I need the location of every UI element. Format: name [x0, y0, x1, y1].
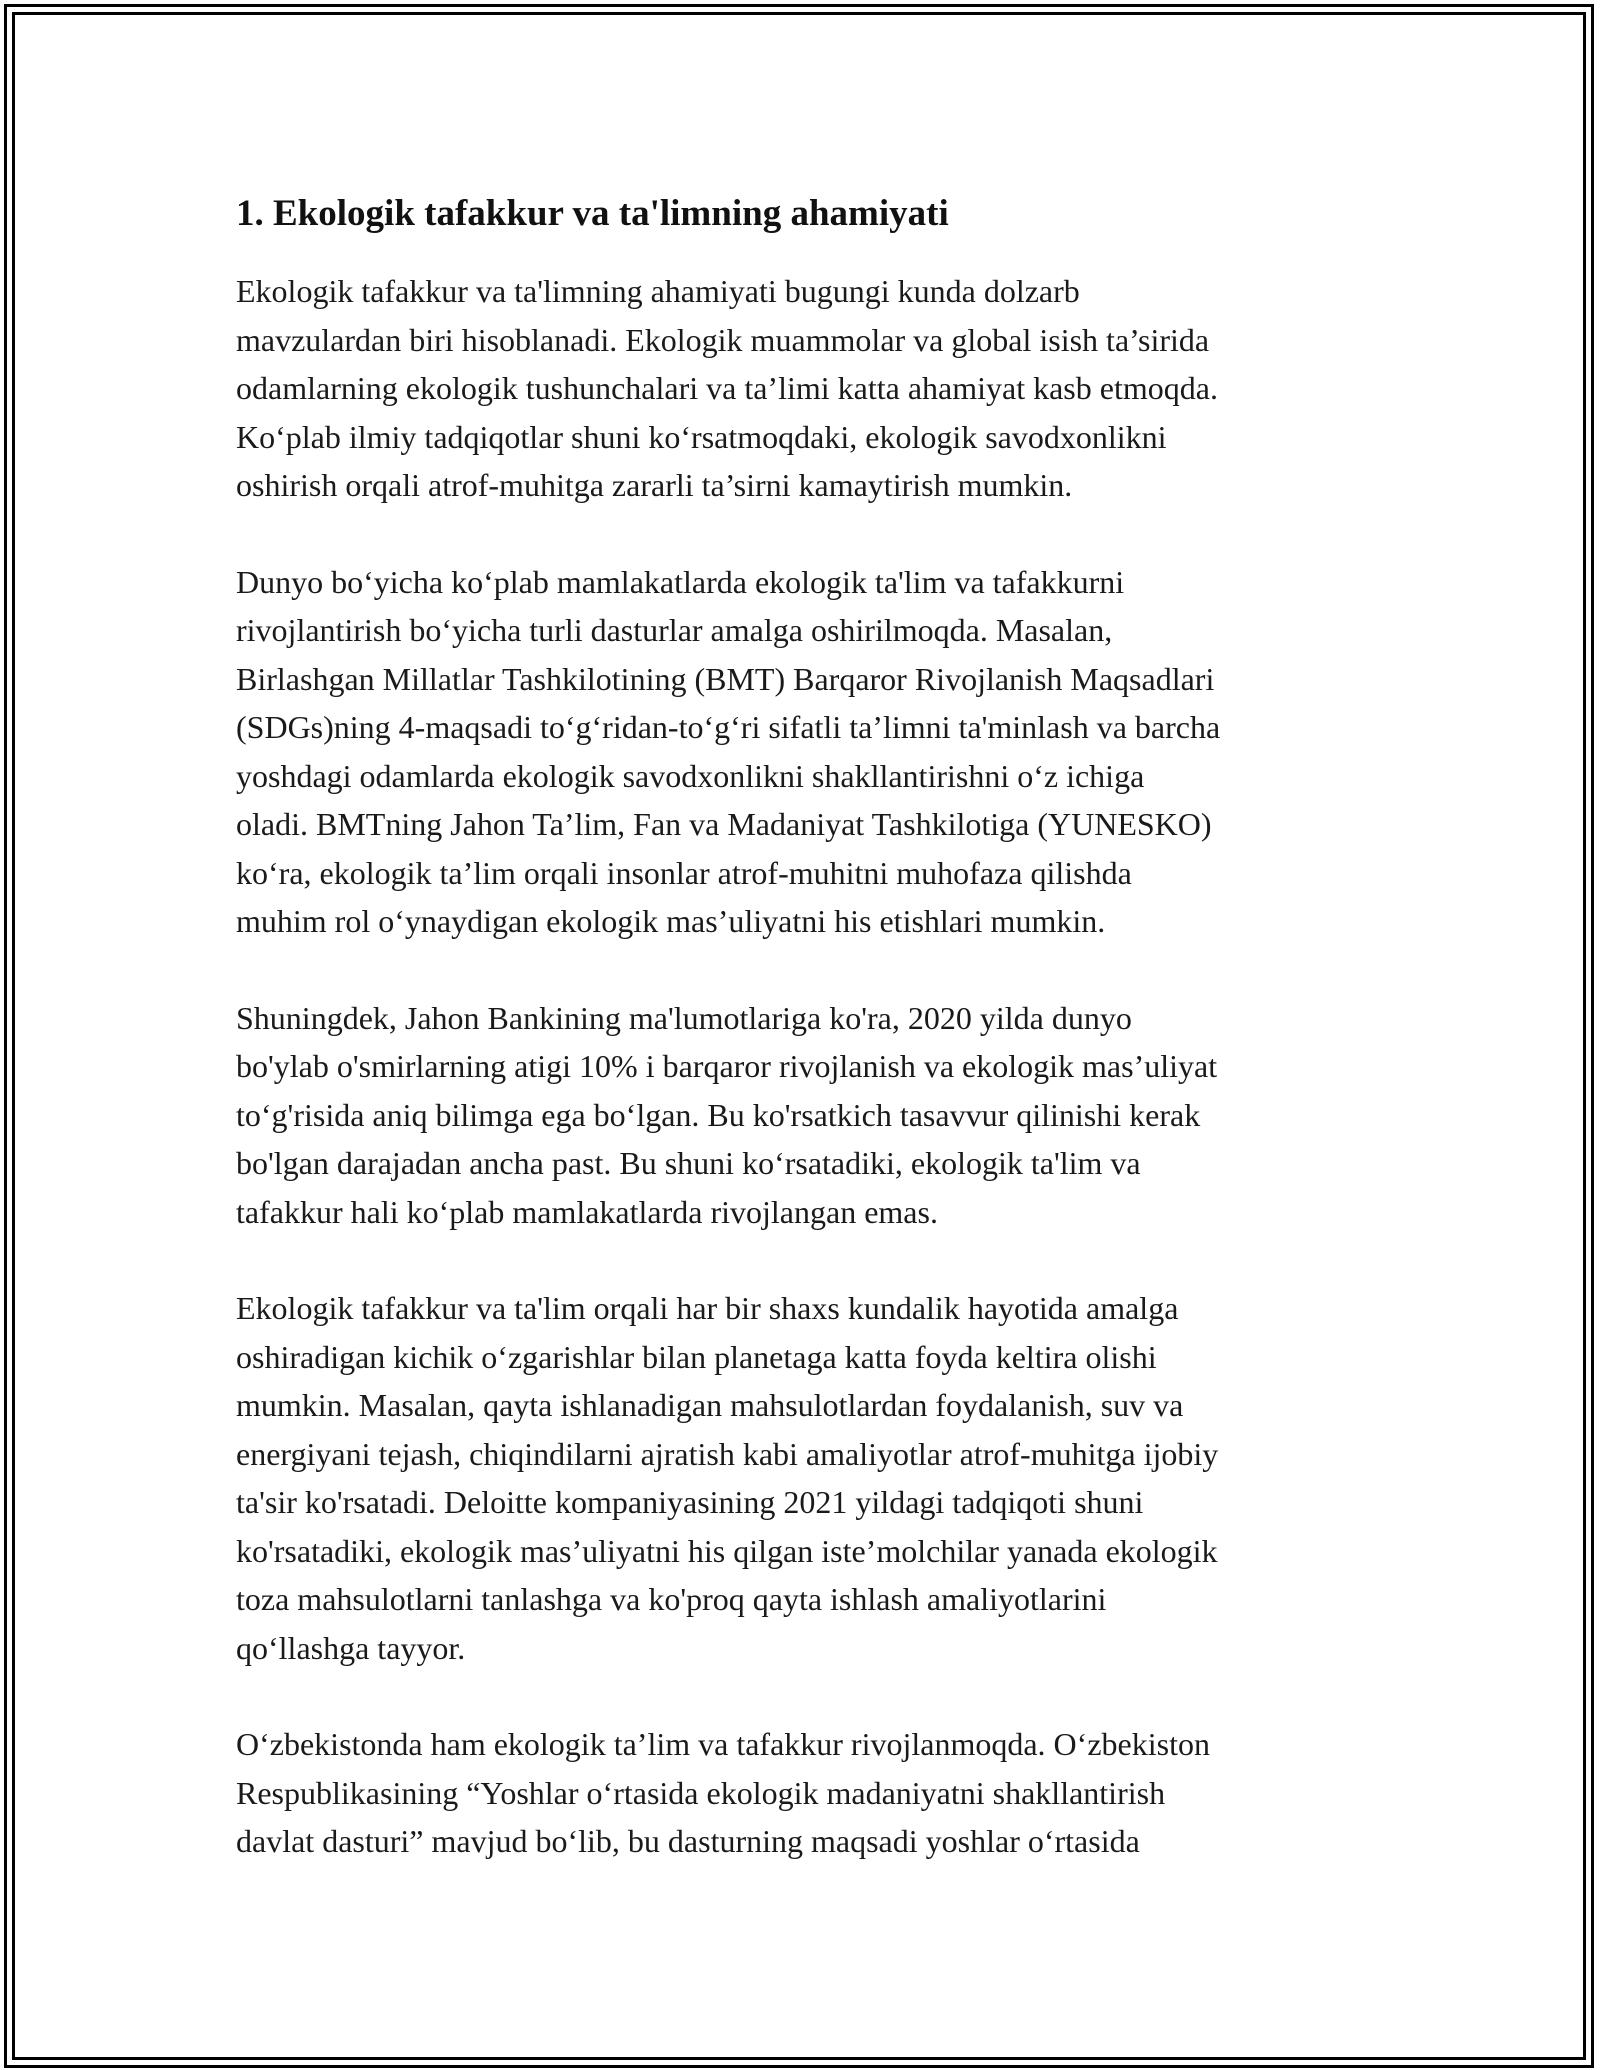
- document-body: [236, 185, 1386, 1866]
- paragraph-1: Ekologik tafakkur va ta'limning ahamiyati bugungi kunda dolzarb mavzulardan biri hisoblanadi. Ekologik muammolar va global isish ta’sirida odamlarning ekologik tushunchalari va ta’limi katta ahamiyat kasb etmoqda. Ko‘plab ilmiy tadqiqotlar shuni ko‘rsatmoqdaki, ekologik savodxonlikni oshirish orqali atrof-muhitga zararli ta’sirni kamaytirish mumkin.: [236, 273, 1218, 503]
- paragraph-2: Dunyo bo‘yicha ko‘plab mamlakatlarda ekologik ta'lim va tafakkurni rivojlantirish bo‘yicha turli dasturlar amalga oshirilmoqda. Masalan, Birlashgan Millatlar Tashkilotining (BMT) Barqaror Rivojlanish Maqsadlari (SDGs)ning 4-maqsadi to‘g‘ridan-to‘g‘ri sifatli ta’limni ta'minlash va barcha yoshdagi odamlarda ekologik savodxonlikni shakllantirishni o‘z ichiga oladi. BMTning Jahon Ta’lim, Fan va Madaniyat Tashkilotiga (YUNESKO) ko‘ra, ekologik ta’lim orqali insonlar atrof-muhitni muhofaza qilishda muhim rol o‘ynaydigan ekologik mas’uliyatni his etishlari mumkin.: [236, 563, 1221, 939]
- paragraph-4: Ekologik tafakkur va ta'lim orqali har bir shaxs kundalik hayotida amalga oshiradigan kichik o‘zgarishlar bilan planetaga katta foyda keltira olishi mumkin. Masalan, qayta ishlanadigan mahsulotlardan foydalanish, suv va energiyani tejash, chiqindilarni ajratish kabi amaliyotlar atrof-muhitga ijobiy ta'sir ko'rsatadi. Deloitte kompaniyasining 2021 yildagi tadqiqoti shuni ko'rsatadiki, ekologik mas’uliyatni his qilgan iste’molchilar yanada ekologik toza mahsulotlarni tanlashga va ko'proq qayta ishlash amaliyotlarini qo‘llashga tayyor.: [236, 1290, 1219, 1666]
- paragraph-3: Shuningdek, Jahon Bankining ma'lumotlariga ko'ra, 2020 yilda dunyo bo'ylab o'smirlarning atigi 10% i barqaror rivojlanish va ekologik mas’uliyat to‘g'risida aniq bilimga ega bo‘lgan. Bu ko'rsatkich tasavvur qilinishi kerak bo'lgan darajadan ancha past. Bu shuni ko‘rsatadiki, ekologik ta'lim va tafakkur hali ko‘plab mamlakatlarda rivojlangan emas.: [236, 999, 1218, 1230]
- section-heading: 1. Ekologik tafakkur va ta'limning ahamiyati: [236, 193, 949, 234]
- paragraph-5: O‘zbekistonda ham ekologik ta’lim va tafakkur rivojlanmoqda. O‘zbekiston Respublikasining “Yoshlar o‘rtasida ekologik madaniyatni shakllantirish davlat dasturi” mavjud bo‘lib, bu dasturning maqsadi yoshlar o‘rtasida: [236, 1726, 1210, 1859]
